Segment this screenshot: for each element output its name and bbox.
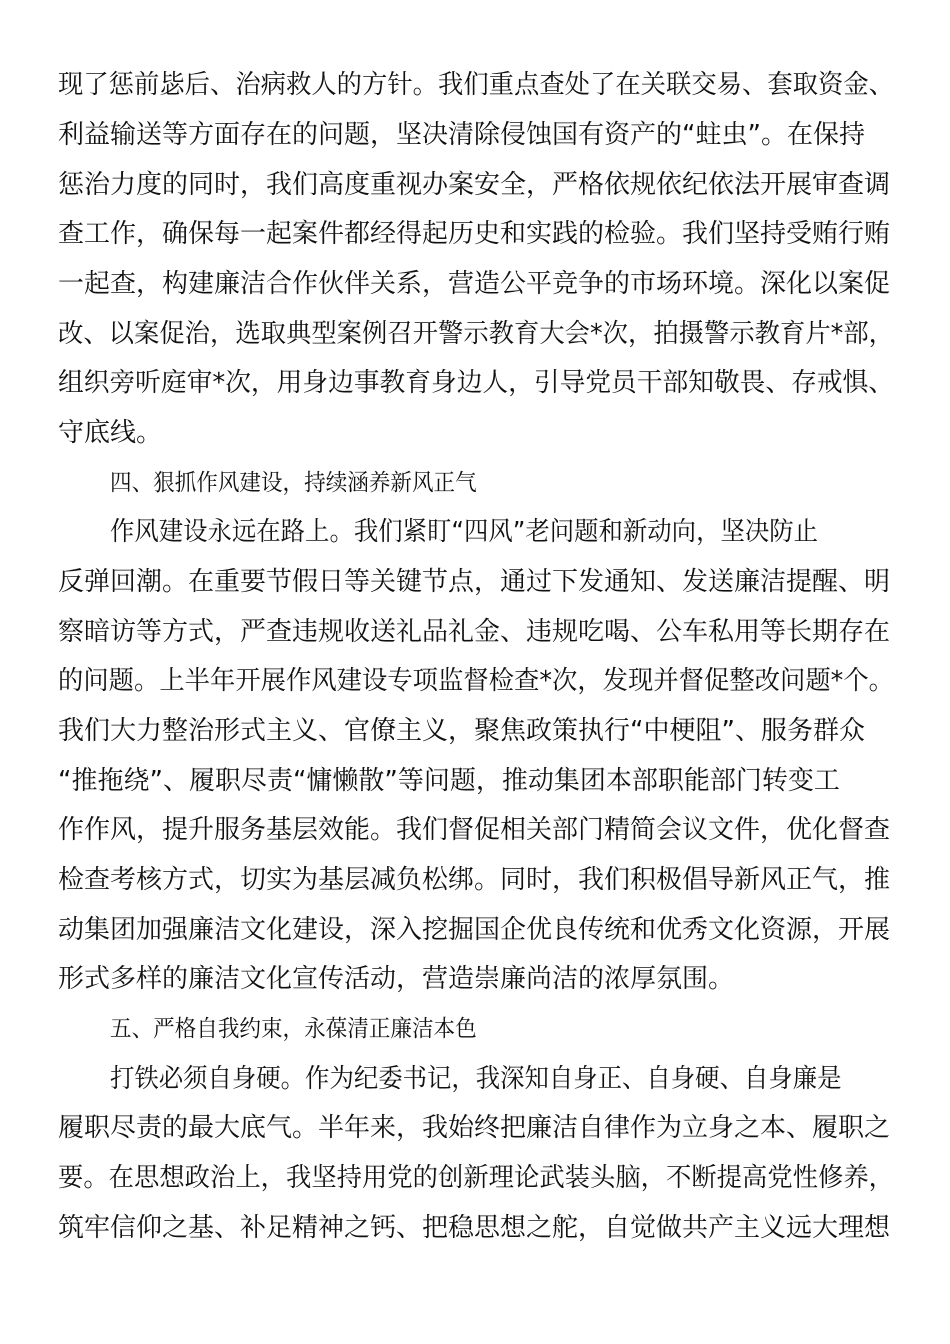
text-line: 的问题。上半年开展作风建设专项监督检查*次，发现并督促整改问题*个。 bbox=[58, 666, 895, 696]
text-line: 作作风，提升服务基层效能。我们督促相关部门精简会议文件，优化督查 bbox=[58, 815, 891, 845]
text-line: 现了惩前毖后、治病救人的方针。我们重点查处了在关联交易、套取资金、 bbox=[58, 70, 895, 100]
section-heading-5: 五、严格自我约束，永葆清正廉洁本色 bbox=[110, 1016, 477, 1042]
text-line: 一起查，构建廉洁合作伙伴关系，营造公平竞争的市场环境。深化以案促 bbox=[58, 269, 891, 299]
text-line: 动集团加强廉洁文化建设，深入挖掘国企优良传统和优秀文化资源，开展 bbox=[58, 915, 891, 945]
text-line: 形式多样的廉洁文化宣传活动，营造崇廉尚洁的浓厚氛围。 bbox=[58, 964, 735, 994]
text-line: 筑牢信仰之基、补足精神之钙、把稳思想之舵，自觉做共产主义远大理想 bbox=[58, 1213, 891, 1243]
text-line: 履职尽责的最大底气。半年来，我始终把廉洁自律作为立身之本、履职之 bbox=[58, 1113, 891, 1143]
text-line: 改、以案促治，选取典型案例召开警示教育大会*次，拍摄警示教育片*部， bbox=[58, 319, 895, 349]
text-line: 我们大力整治形式主义、官僚主义，聚焦政策执行“中梗阻”、服务群众 bbox=[58, 716, 865, 746]
paragraph-first-line: 打铁必须自身硬。作为纪委书记，我深知自身正、自身硬、自身廉是 bbox=[110, 1064, 842, 1094]
text-line: 利益输送等方面存在的问题，坚决清除侵蚀国有资产的“蛀虫”。在保持 bbox=[58, 120, 865, 150]
text-line: 组织旁听庭审*次，用身边事教育身边人，引导党员干部知敬畏、存戒惧、 bbox=[58, 368, 895, 398]
text-line: 查工作，确保每一起案件都经得起历史和实践的检验。我们坚持受贿行贿 bbox=[58, 219, 891, 249]
text-line: 反弹回潮。在重要节假日等关键节点，通过下发通知、发送廉洁提醒、明 bbox=[58, 567, 891, 597]
text-line: 检查考核方式，切实为基层减负松绑。同时，我们积极倡导新风正气，推 bbox=[58, 865, 891, 895]
paragraph-first-line: 作风建设永远在路上。我们紧盯“四风”老问题和新动向，坚决防止 bbox=[110, 517, 818, 547]
text-line: 守底线。 bbox=[58, 418, 163, 448]
text-line: “推拖绕”、履职尽责“慵懒散”等问题，推动集团本部职能部门转变工 bbox=[58, 766, 840, 796]
text-line: 察暗访等方式，严查违规收送礼品礼金、违规吃喝、公车私用等长期存在 bbox=[58, 617, 891, 647]
section-heading-4: 四、狠抓作风建设，持续涵养新风正气 bbox=[110, 470, 477, 496]
text-line: 惩治力度的同时，我们高度重视办案安全，严格依规依纪依法开展审查调 bbox=[58, 170, 891, 200]
text-line: 要。在思想政治上，我坚持用党的创新理论武装头脑，不断提高党性修养， bbox=[58, 1163, 895, 1193]
